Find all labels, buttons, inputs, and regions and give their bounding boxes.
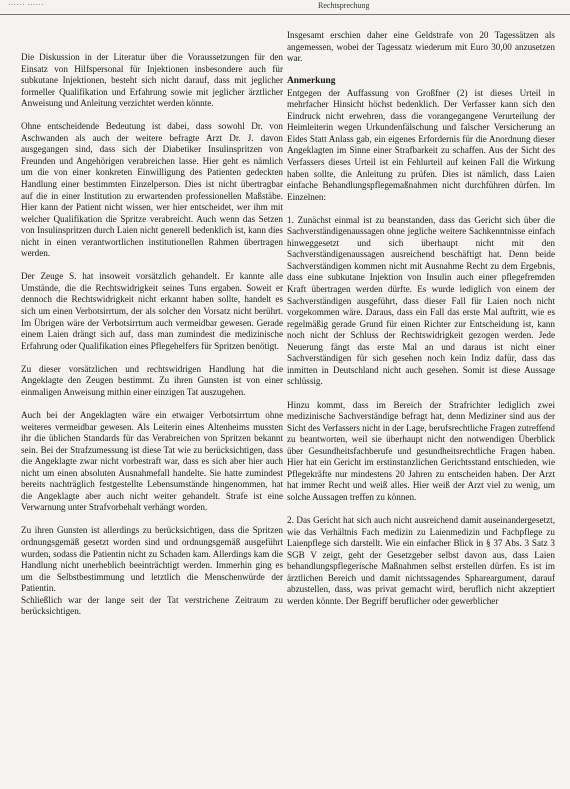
- left-paragraph-6: Zu ihren Gunsten ist allerdings zu berücksichtigen, dass die Spritzen ordnungsgemäß gesetzt worden sind und ordnungsgemäß ausgeführt wurden, sodass die Patientin nicht zu Schaden kam. Allerdings kam die Handlung nicht unerheblich beeinträchtigt werden. Immerhin ging es um die Selbstbestimmung und letztlich die Menschenwürde der Patientin.: [21, 525, 283, 594]
- left-paragraph-1: Die Diskussion in der Literatur über die Voraussetzungen für den Einsatz von Hilfspersonal für Injektionen insbesondere auch für subkutane Injektionen, besteht sich nicht darauf, dass mit jeglicher formeller Qualifikation und Erfahrung sowie mit jeglicher ärztlicher Anweisung und Anleitung verzichtet werden könnte.: [21, 52, 283, 109]
- left-paragraph-3: Der Zeuge S. hat insoweit vorsätzlich gehandelt. Er kannte alle Umstände, die die Rechtswidrigkeit seines Tuns ergaben. Soweit er dennoch die Rechtswidrigkeit nicht erkannt haben sollte, handelt es sich um einen Verbotsirrtum, der als solcher den Vorsatz nicht berührt. Im Übrigen wäre der Verbotsirrtum auch vermeidbar gewesen. Gerade einem Laien drängt sich auf, dass man zumindest die medizinische Erfahrung oder Qualifikation eines Pflegehelfers für Spritzen benötigt.: [21, 271, 283, 351]
- left-column: [21, 52, 283, 618]
- header-section-title: Rechtsprechung: [318, 1, 370, 10]
- right-paragraph-1: Insgesamt erschien daher eine Geldstrafe von 20 Tagessätzen als angemessen, wobei der Tagessatz wiederum mit Euro 30,00 anzusetzen war.: [287, 30, 555, 64]
- right-paragraph-2: Entgegen der Auffassung von Großfner (2) ist dieses Urteil in mehrfacher Hinsicht höchst bedenklich. Der Verfasser kann sich den Eindruck nicht erwehren, dass die vorangegangene Verurteilung der Heimleiterin wegen Urkundenfälschung und falscher Versicherung an Eides Statt Anlass gab, ein eigenes Erfordernis für die Anordnung dieser Angeklagten im Sinne einer Strafbarkeit zu schaffen. Aus der Sicht des Verfassers dieses Urteil ist ein Fehlurteil auf keinen Fall die Wirkung haben sollte, die Anleitung zu prüfen. Dies ist nämlich, dass Laien einfache Behandlungspflegemaßnahmen nicht durchführen dürfen. Im Einzelnen:: [287, 87, 555, 202]
- right-paragraph-3: 1. Zunächst einmal ist zu beanstanden, dass das Gericht sich über die Sachverständigenaussagen ohne jegliche weitere Sachkenntnisse einfach hinweggesetzt und sich überhaupt nicht mit den Sachverständigenaussagen ausreichend beschäftigt hat. Denn beide Sachverständigen kommen nicht mit Ausnahme Recht zu dem Ergebnis, dass eine subkutane Injektion von Insulin auch einer pflegefremden Kraft übertragen werden dürfte. Es wurde lediglich von einem der Sachverständigen ausgeführt, dass dieser Fall für Laien noch nicht vorgekommen wäre. Daraus, dass ein Fall das erste Mal auftritt, wie es regelmäßig gerade Grund für einen Richter zur Entscheidung ist, kann noch nicht der Schluss der Rechtswidrigkeit gezogen werden. Jede Neuerung fängt das erste Mal an und daraus ist nicht einer Sachverständigen für sich gesehen noch kein Indiz dafür, dass das inmitten in Deutschland nicht auch gesehen. Somit ist diese Aussage schlüssig.: [287, 214, 555, 387]
- left-paragraph-5: Auch bei der Angeklagten wäre ein etwaiger Verbotsirrtum ohne weiteres vermeidbar gewesen. Als Leiterin eines Altenheims mussten ihr die üblichen Standards für das Verabreichen von Spritzen bekannt sein. Bei der Strafzumessung ist diese Tat wie zu berücksichtigen, dass die Angeklagte zwar nicht vorbestraft war, dass es sich aber hier auch nicht um einen absoluten Ausnahmefall handelte. Sie hatte zumindest bereits nachträglich festgestellte Lebensumstände hingenommen, hat die Angeklagte aber auch nicht weiter gehandelt. Strafe ist eine Verwarnung unter Strafvorbehalt verhängt worden.: [21, 409, 283, 513]
- section-heading-anmerkung: Anmerkung: [287, 76, 336, 87]
- right-paragraph-4: Hinzu kommt, dass im Bereich der Strafrichter lediglich zwei medizinische Sachverständige befragt hat, denn Mediziner sind aus der Sicht des Verfassers nicht in der Lage, berufsrechtliche Fragen zutreffend zu beantworten, weil sie überhaupt nicht den notwendigen Überblick über Gesundheitsfachberufe und gesundheitsrechtliche Fragen haben. Hier hat ein Gericht im erstinstanzlichen Gerichtsstand entschieden, wie Pflegekräfte nur mindestens 20 Jahren zu entscheiden haben. Der Arzt hat immer Recht und weiß alles. Hier weiß der Arzt viel zu wenig, um solche Aussagen treffen zu können.: [287, 399, 555, 502]
- right-column: [287, 30, 555, 607]
- header-left-text: ······ ······: [8, 1, 45, 9]
- left-paragraph-7: Schließlich war der lange seit der Tat verstrichene Zeitraum zu berücksichtigen.: [21, 594, 283, 617]
- page-header: [0, 0, 570, 15]
- left-paragraph-4: Zu dieser vorsätzlichen und rechtswidrigen Handlung hat die Angeklagte den Zeugen bestimmt. Zu ihren Gunsten ist von einer einmaligen Anweisung mithin einer einzigen Tat auszugehen.: [21, 363, 283, 397]
- left-paragraph-2: Ohne entscheidende Bedeutung ist dabei, dass sowohl Dr. von Aschwanden als auch der weitere befragte Arzt Dr. J. davon ausgegangen sind, dass sich der Diabetiker Insulinspritzen von Freunden und Angehörigen verabreichen lasse. Hier geht es nämlich um die von einer konkreten Einwilligung des Patienten gedeckten Handlung einer bestimmten Einzelperson. Dies ist nicht übertragbar auf die in einer Institution zu erwartenden professionellen Maßstäbe. Hier kann der Patient nicht wissen, wer hier entscheidet, wer ihm mit welcher Qualifikation die Spritze verabreicht. Auch wenn das Setzen von Insulinspritzen durch Laien nicht generell bedenklich ist, kann dies nicht in einen verantwortlichen institutionellen Rahmen übertragen werden.: [21, 121, 283, 259]
- right-paragraph-5: 2. Das Gericht hat sich auch nicht ausreichend damit auseinandergesetzt, wie das Verhältnis Fach medizin zu Laienmedizin und Fachpflege zu Laienpflege sich darstellt. Wie ein einfacher Blick in § 37 Abs. 3 Satz 3 SGB V zeigt, geht der Gesetzgeber selbst davon aus, dass Laien behandlungspflegerische Maßnahmen selbst erstellen dürfen. Es ist im ärztlichen Bereich und damit nichtssagendes Sphareargument, darauf abzustellen, dass, was privat gemacht wird, beruflich nicht akzeptiert werden könnte. Der Begriff beruflicher oder gewerblicher: [287, 514, 555, 606]
